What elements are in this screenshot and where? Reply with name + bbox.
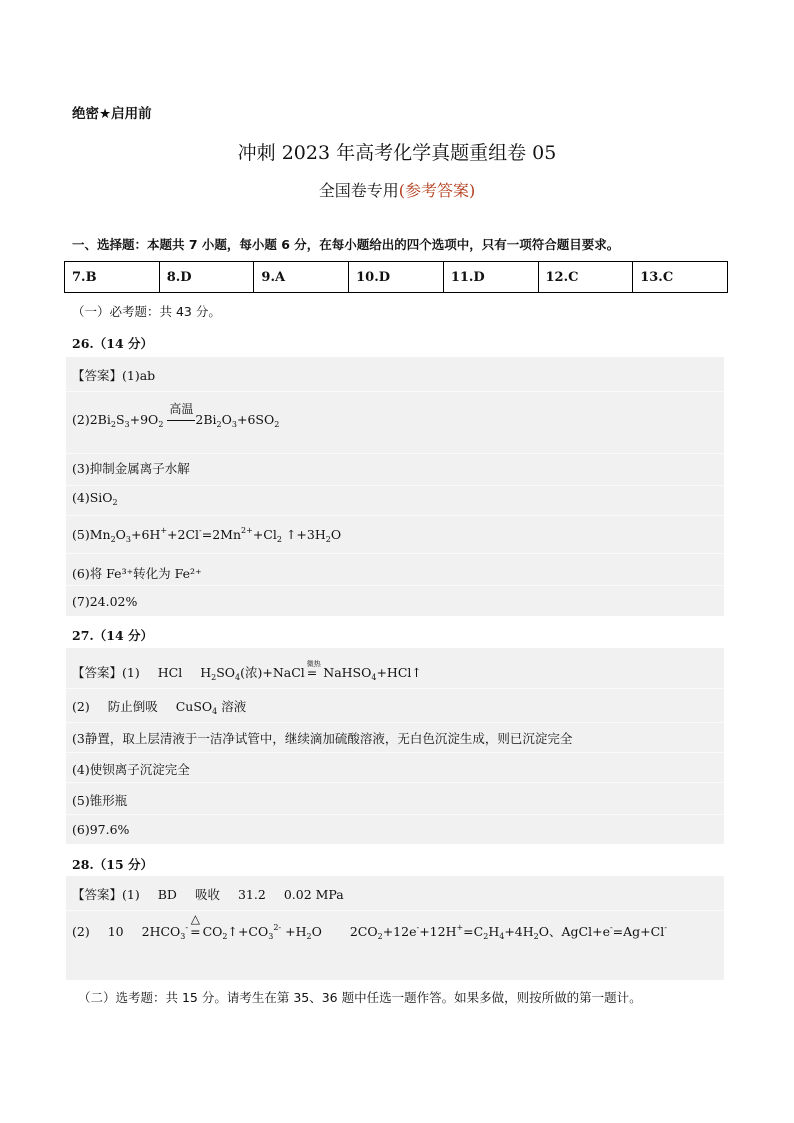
q26-answer-5-num: (5) bbox=[72, 527, 90, 542]
q27-answer-1a: HCl bbox=[157, 665, 183, 680]
q26-line-6: (6)将 Fe³⁺转化为 Fe²⁺ bbox=[72, 566, 202, 581]
q28-line-2: (2) 10 $2HCO_3^-$ △ = $CO_2↑+CO_3^{2-} +H_2O$ $2CO_2+12e^-+12H^+=C_2H_4+4H_2O$、AgCl+e-=Ag+Cl- bbox=[72, 912, 667, 941]
q28-answer-1c: 31.2 bbox=[237, 887, 266, 902]
q26-line-1 bbox=[72, 366, 155, 384]
q26-heading: 26.（14 分） bbox=[72, 336, 153, 351]
q26-answer-box bbox=[66, 357, 724, 616]
reaction-arrow: △ = bbox=[190, 912, 201, 939]
reaction-condition: 高温 bbox=[169, 402, 194, 416]
q27-line-4: (4)使钡离子沉淀完全 bbox=[72, 762, 190, 777]
q28-heading: 28.（15 分） bbox=[72, 857, 153, 872]
page-subtitle bbox=[0, 178, 794, 201]
q28-answer-1a: BD bbox=[157, 887, 177, 902]
q27-line-1: 【答案】(1) HCl $H_2SO_4$(浓)+NaCl 微热 = NaHSO$_4$+HCl↑ bbox=[72, 660, 422, 682]
answer-label: 【答案】 bbox=[72, 887, 123, 902]
q26-line-7: (7)24.02% bbox=[72, 594, 138, 609]
choice-answer-cell: 11.D bbox=[443, 262, 538, 293]
reaction-condition: △ bbox=[190, 912, 200, 926]
q28-answer-1b: 吸收 bbox=[194, 887, 220, 902]
q26-answer-4: (4)SiO bbox=[72, 490, 113, 505]
q26-line-3: (3)抑制金属离子水解 bbox=[72, 461, 190, 476]
q26-line-4: (4)SiO$_2$ bbox=[72, 490, 118, 507]
choice-answer-cell: 9.A bbox=[254, 262, 349, 293]
q28-answer-2-num: (2) bbox=[72, 924, 90, 939]
q27-answer-2-num: (2) bbox=[72, 699, 90, 714]
choice-answer-cell: 7.B bbox=[65, 262, 160, 293]
q27-heading: 27.（14 分） bbox=[72, 628, 153, 643]
confidential-mark: 绝密★启用前 bbox=[72, 106, 152, 122]
choice-answer-cell: 13.C bbox=[633, 262, 728, 293]
q28-answer-1d: 0.02 MPa bbox=[283, 887, 344, 902]
q28-answer-2a: 10 bbox=[107, 924, 124, 939]
q27-answer-2a: 防止倒吸 bbox=[107, 699, 158, 714]
page-title: 冲刺 2023 年高考化学真题重组卷 05 bbox=[237, 142, 557, 164]
choice-answer-cell: 8.D bbox=[159, 262, 254, 293]
q28-answer-1-num: (1) bbox=[122, 887, 140, 902]
q27-answer-box bbox=[66, 648, 724, 844]
subtitle-answer: (参考答案) bbox=[398, 181, 476, 200]
q28-line-1 bbox=[72, 885, 344, 903]
choice-answer-table bbox=[64, 261, 728, 293]
answer-label: 【答案】 bbox=[72, 665, 123, 680]
q26-answer-1: (1)ab bbox=[122, 368, 156, 383]
subtitle-main: 全国卷专用 bbox=[318, 181, 399, 200]
q27-line-2: (2) 防止倒吸 CuSO$_4$ 溶液 bbox=[72, 699, 247, 716]
reaction-arrow bbox=[167, 402, 195, 427]
q27-answer-1-num: (1) bbox=[122, 665, 140, 680]
q27-line-3: (3静置，取上层清液于一洁净试管中，继续滴加硫酸溶液，无白色沉淀生成，则已沉淀完全 bbox=[72, 731, 573, 746]
section-1-heading: 一、选择题：本题共 7 小题，每小题 6 分，在每小题给出的四个选项中，只有一项符合题目要求。 bbox=[72, 237, 620, 252]
choice-answer-cell: 12.C bbox=[538, 262, 633, 293]
required-questions-note: （一）必考题：共 43 分。 bbox=[72, 304, 221, 319]
q26-line-2: $(2)2Bi_2S_3+9O_2$ 高温 $2Bi_2O_3+6SO_2$ bbox=[72, 402, 280, 429]
reaction-condition: 微热 bbox=[306, 660, 321, 668]
optional-questions-note: （二）选考题：共 15 分。请考生在第 35、36 题中任选一题作答。如果多做，则按所做的第一题计。 bbox=[78, 990, 642, 1005]
q28-join: 、 bbox=[548, 924, 562, 939]
choice-answer-cell: 10.D bbox=[349, 262, 444, 293]
q27-line-5: (5)锥形瓶 bbox=[72, 793, 128, 808]
q26-line-5: $(5)Mn_2O_3+6H^++2Cl^-=2Mn^{2+}+Cl_2$ $↑+3H_2O$ bbox=[72, 526, 342, 544]
q28-answer-box bbox=[66, 876, 724, 980]
reaction-arrow: 微热 = bbox=[306, 660, 321, 680]
answer-label: 【答案】 bbox=[72, 368, 123, 383]
q27-line-6: (6)97.6% bbox=[72, 822, 130, 837]
q26-answer-2-num: (2) bbox=[72, 412, 90, 427]
